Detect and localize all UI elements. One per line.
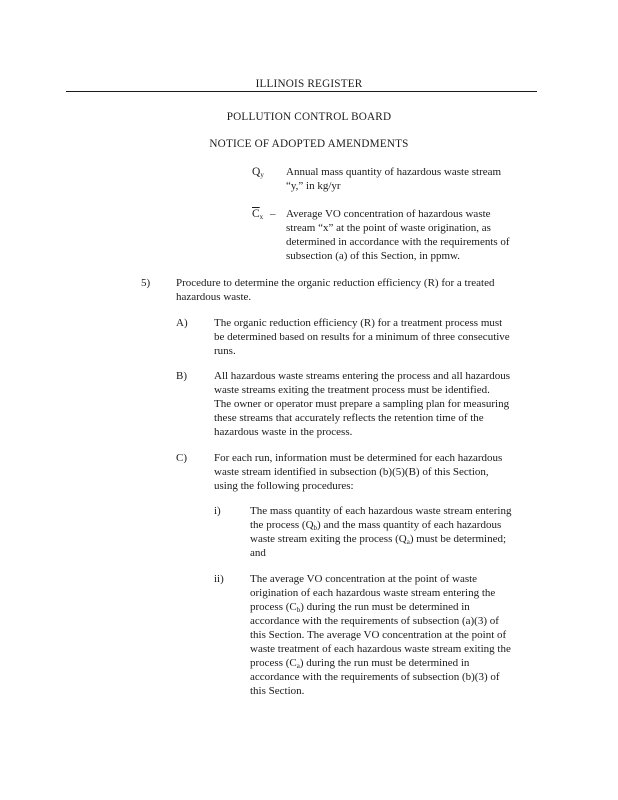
item-c-ii-line: accordance with the requirements of subsection (a)(3) of <box>250 615 499 627</box>
item-c-label: C) <box>176 452 187 464</box>
item-c-ii-line: process $(C_a)$ during the run must be determined in <box>250 657 470 670</box>
definition-symbol-cx: $\overline{C}_x$ <box>252 208 264 221</box>
item-a-label: A) <box>176 317 188 329</box>
item-a-line: runs. <box>214 345 236 357</box>
item-c-ii-line: accordance with the requirements of subsection (b)(3) of <box>250 671 500 683</box>
item-b-line: these streams that accurately reflects the retention time of the <box>214 412 484 424</box>
section-5-label: 5) <box>141 277 151 289</box>
item-a-line: be determined based on results for a minimum of three consecutive <box>214 331 510 343</box>
item-c-i-line: and <box>250 547 266 559</box>
item-a-line: The organic reduction efficiency (R) for a treatment process must <box>214 317 503 329</box>
item-c-ii-line: origination of each hazardous waste stream entering the <box>250 587 496 599</box>
item-c-i-line: The mass quantity of each hazardous waste stream entering <box>250 505 512 517</box>
item-c-i-line: waste stream exiting the process $(Q_a)$ must be determined; <box>250 533 507 546</box>
definition-qy-line: “y,” in kg/yr <box>286 180 341 192</box>
item-c-i-label: i) <box>214 505 221 517</box>
definition-cx-line: stream “x” at the point of waste origination, as <box>286 222 491 234</box>
definition-qy-line: Annual mass quantity of hazardous waste stream <box>286 166 502 178</box>
item-c-line: waste stream identified in subsection (b)(5)(B) of this Section, <box>214 466 489 478</box>
definition-symbol-qy: $Q_y$ <box>252 166 264 179</box>
board-title: POLLUTION CONTROL BOARD <box>226 111 392 123</box>
item-b-line: waste streams exiting the treatment process must be identified. <box>214 384 490 396</box>
item-b-line: hazardous waste in the process. <box>214 426 353 438</box>
item-c-i-line: the process $(Q_b)$ and the mass quantity of each hazardous <box>250 519 502 532</box>
item-b-line: The owner or operator must prepare a sampling plan for measuring <box>214 398 510 410</box>
header-rule <box>66 91 537 92</box>
item-c-ii-line: this Section. <box>250 685 305 697</box>
section-5-line: Procedure to determine the organic reduction efficiency (R) for a treated <box>176 277 495 289</box>
notice-title: NOTICE OF ADOPTED AMENDMENTS <box>209 138 409 150</box>
item-c-line: using the following procedures: <box>214 480 354 492</box>
item-c-ii-line: this Section. The average VO concentration at the point of <box>250 629 507 641</box>
definition-dash: – <box>270 208 276 220</box>
item-c-ii-label: ii) <box>214 573 224 585</box>
definition-cx-line: Average VO concentration of hazardous waste <box>286 208 491 220</box>
item-c-ii-line: process $(C_b)$ during the run must be determined in <box>250 601 470 614</box>
item-c-line: For each run, information must be determined for each hazardous <box>214 452 503 464</box>
item-b-line: All hazardous waste streams entering the process and all hazardous <box>214 370 510 382</box>
section-5-line: hazardous waste. <box>176 291 252 303</box>
item-c-ii-line: The average VO concentration at the point of waste <box>250 573 478 585</box>
item-b-label: B) <box>176 370 187 382</box>
register-title: ILLINOIS REGISTER <box>255 78 363 90</box>
definition-cx-line: subsection (a) of this Section, in ppmw. <box>286 250 461 262</box>
definition-cx-line: determined in accordance with the requirements of <box>286 236 510 248</box>
item-c-ii-line: waste treatment of each hazardous waste stream exiting the <box>250 643 511 655</box>
